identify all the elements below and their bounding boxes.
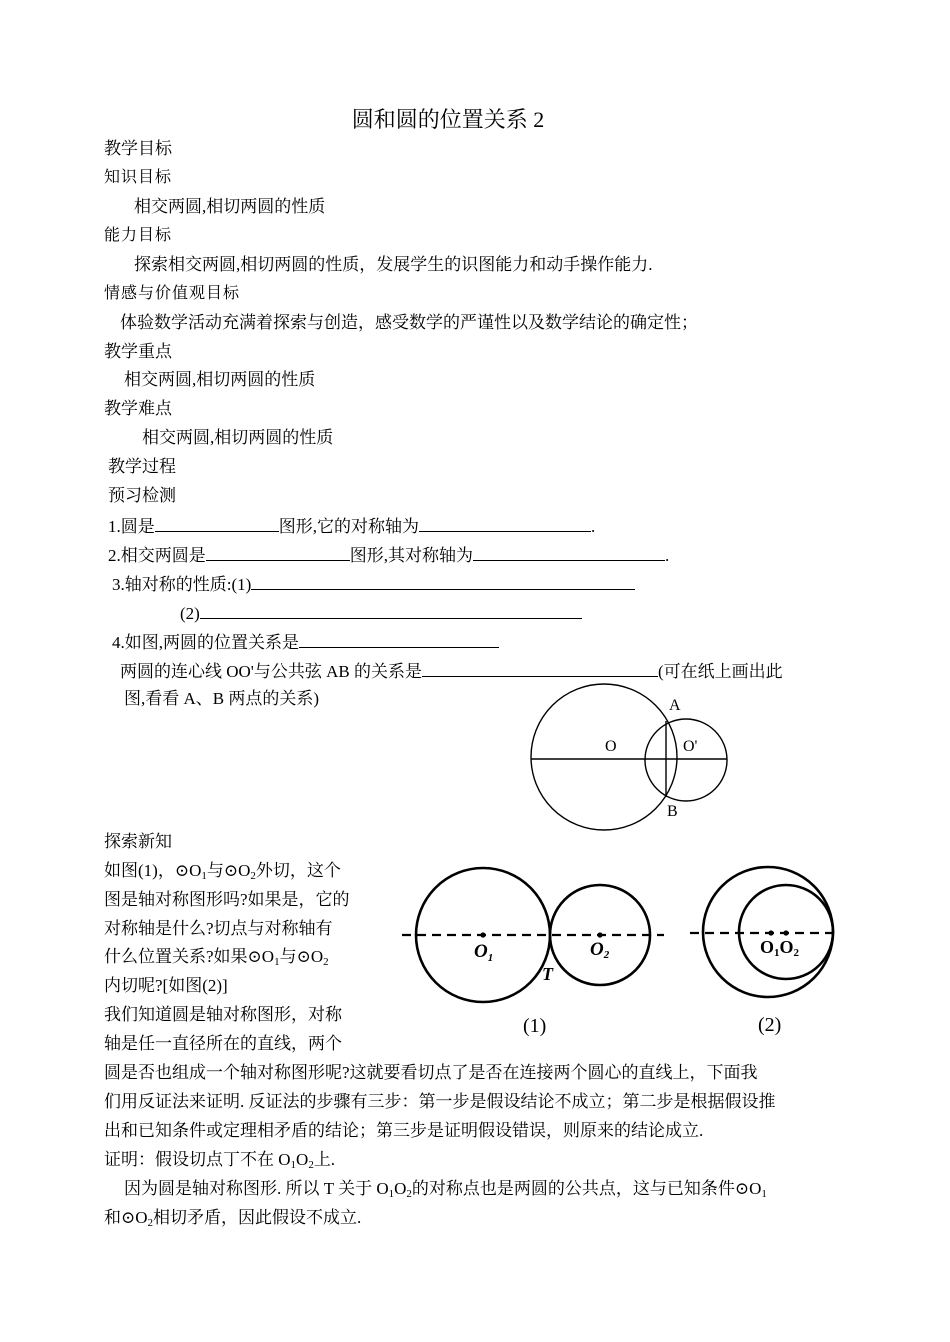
q4-text-a: 4.如图,两圆的位置关系是 — [112, 633, 299, 652]
text-segment: 与⊙O — [206, 861, 251, 880]
explore-p2-line-5: 出和已知条件或定理相矛盾的结论；第三步是证明假设错误，则原来的结论成立. — [104, 1121, 704, 1140]
explore-heading: 探索新知 — [104, 832, 172, 851]
subscript: 2 — [250, 870, 256, 882]
subscript: 1 — [290, 1159, 297, 1171]
label-o: O — [605, 738, 617, 755]
q4-text-c: (可在纸上画出此 — [657, 662, 783, 681]
subscript: 1 — [388, 1188, 395, 1200]
difficulty-heading: 教学难点 — [104, 399, 172, 418]
label-o1o2: O1O2 — [760, 937, 800, 959]
emotion-text: 体验数学活动充满着探索与创造，感受数学的严谨性以及数学结论的确定性； — [120, 313, 698, 332]
page-title: 圆和圆的位置关系 2 — [351, 107, 545, 132]
q2-text-a: 2.相交两圆是 — [108, 546, 206, 565]
caption-2: (2) — [758, 1014, 782, 1036]
q2-text-b: 图形,其对称轴为 — [349, 546, 473, 565]
process-heading: 教学过程 — [108, 457, 176, 476]
text-segment: 与⊙O — [279, 947, 324, 966]
question-4-line-3: 图,看看 A、B 两点的关系) — [124, 689, 320, 708]
explore-p1-line-2: 图是轴对称图形吗?如果是，它的 — [104, 890, 350, 909]
text-segment: 如图(1)，⊙O — [104, 861, 202, 880]
text-segment: O — [296, 1150, 309, 1169]
text-segment: 相切矛盾，因此假设不成立. — [153, 1208, 362, 1227]
q1-text-c: . — [591, 517, 596, 536]
knowledge-text: 相交两圆,相切两圆的性质 — [134, 197, 326, 216]
q2-text-c: . — [665, 546, 670, 565]
ability-text: 探索相交两圆,相切两圆的性质，发展学生的识图能力和动手操作能力. — [134, 255, 653, 274]
q4-text-b: 两圆的连心线 OO'与公共弦 AB 的关系是 — [120, 662, 422, 681]
label-a: A — [669, 697, 681, 714]
explore-p2-line-3: 圆是否也组成一个轴对称图形呢?这就要看切点了是否在连接两个圆心的直线上，下面我 — [104, 1063, 758, 1082]
figure-internal-tangent — [690, 867, 838, 1036]
text-segment: 和⊙O — [104, 1208, 148, 1227]
label-o1: $O_1$ — [474, 941, 494, 964]
explore-p2-line-1: 我们知道圆是轴对称图形，对称 — [104, 1005, 342, 1024]
q1-text-a: 1.圆是 — [108, 517, 155, 536]
explore-p2-line-4: 们用反证法来证明. 反证法的步骤有三步：第一步是假设结论不成立；第二步是根据假设推 — [104, 1092, 776, 1111]
caption-1: (1) — [523, 1015, 547, 1037]
label-b: B — [667, 803, 678, 820]
preview-heading: 预习检测 — [108, 486, 176, 505]
knowledge-heading: 知识目标 — [104, 169, 173, 186]
text-segment: 因为圆是轴对称图形. 所以 T 关于 O — [124, 1179, 389, 1198]
objectives-heading: 教学目标 — [104, 139, 172, 158]
subscript: 2 — [406, 1188, 412, 1200]
key-point-text: 相交两圆,相切两圆的性质 — [124, 370, 316, 389]
explore-p1-line-5: 内切呢?[如图(2)] — [104, 976, 228, 995]
subscript: 2 — [147, 1217, 154, 1229]
q3-text-a: 3.轴对称的性质:(1) — [112, 575, 252, 594]
center-o1 — [480, 932, 485, 937]
center-small — [783, 930, 788, 935]
subscript: 1 — [274, 956, 280, 968]
q3-text-b: (2) — [180, 604, 200, 623]
center-large — [768, 930, 773, 935]
figure-external-tangent — [402, 868, 664, 1037]
label-t: T — [542, 964, 553, 984]
text-segment: O — [394, 1179, 407, 1198]
subscript: 1 — [201, 870, 207, 882]
explore-p1-line-3: 对称轴是什么?切点与对称轴有 — [104, 919, 333, 938]
explore-p2-line-2: 轴是任一直径所在的直线，两个 — [104, 1034, 342, 1053]
text-segment: 外切，这个 — [255, 861, 341, 880]
text-segment: 证明：假设切点丁不在 O — [104, 1150, 291, 1169]
q1-text-b: 图形,它的对称轴为 — [278, 517, 419, 536]
key-point-heading: 教学重点 — [104, 342, 172, 361]
label-o-prime: O' — [683, 738, 698, 755]
label-o2: O2 — [590, 939, 610, 961]
center-o2 — [597, 932, 602, 937]
ability-heading: 能力目标 — [104, 227, 173, 244]
text-segment: 的对称点也是两圆的公共点，这与已知条件⊙O — [411, 1179, 762, 1198]
text-segment: 上. — [313, 1150, 336, 1169]
subscript: 2 — [308, 1159, 314, 1171]
subscript: 2 — [323, 956, 329, 968]
difficulty-text: 相交两圆,相切两圆的性质 — [142, 428, 334, 447]
emotion-heading: 情感与价值观目标 — [104, 285, 241, 302]
subscript: 1 — [761, 1188, 767, 1200]
text-segment: 什么位置关系?如果⊙O — [104, 947, 275, 966]
